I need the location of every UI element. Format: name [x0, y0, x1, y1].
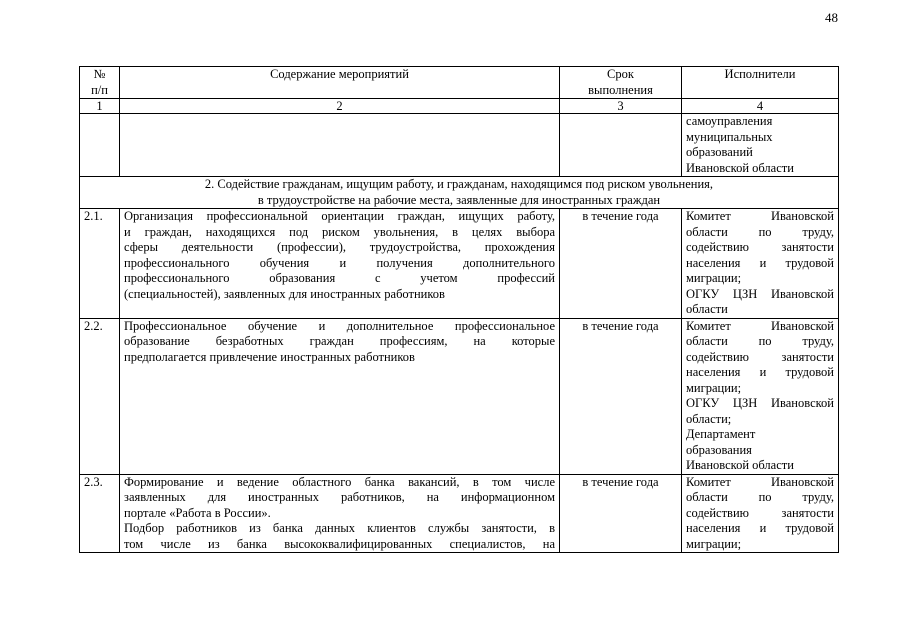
section-heading: [80, 177, 839, 209]
measures-table: [79, 66, 839, 553]
executor-line: самоуправления: [686, 114, 773, 128]
row-index: 2.2.: [80, 318, 120, 474]
header-index-line: №: [93, 67, 106, 81]
executor-line: ОГКУ ЦЗН Ивановской: [686, 286, 834, 301]
executor-line: области;: [686, 411, 732, 426]
content-line: Профессиональное обучение и дополнительное профессиональное: [124, 318, 555, 333]
content-line: Формирование и ведение областного банка вакансий, в том числе: [124, 474, 555, 489]
row-executors: [682, 474, 839, 553]
executor-line: содействию занятости: [686, 349, 834, 364]
executor-line: Ивановской области: [686, 160, 794, 175]
executor-line: ОГКУ ЦЗН Ивановской: [686, 396, 834, 410]
content-line: портале «Работа в России».: [124, 505, 271, 520]
executor-line: миграции;: [686, 271, 742, 285]
content-line: профессионального обучения и получения дополнительного: [124, 255, 555, 270]
table-header-row: [80, 67, 839, 99]
header-deadline-line: выполнения: [588, 82, 653, 97]
content-line: сферы деятельности (профессии), трудоустройства, прохождения: [124, 240, 555, 254]
row-executors: [682, 209, 839, 319]
header-deadline-line: Срок: [607, 67, 634, 81]
row-deadline: в течение года: [560, 474, 682, 553]
row-executors: [682, 318, 839, 474]
header-index: [80, 67, 120, 99]
row-deadline: в течение года: [560, 209, 682, 319]
executor-line: области по труду,: [686, 490, 834, 504]
continuation-deadline: [560, 114, 682, 177]
header-deadline: [560, 67, 682, 99]
content-line: заявленных для иностранных работников, на информационном: [124, 490, 555, 504]
executor-line: Комитет Ивановской: [686, 474, 834, 489]
column-number: 2: [120, 99, 560, 114]
continuation-executors: [682, 114, 839, 177]
row-content: [120, 318, 560, 474]
column-number: 3: [560, 99, 682, 114]
row-content: [120, 209, 560, 319]
executor-line: образований: [686, 145, 753, 159]
column-number-row: [80, 99, 839, 114]
executor-line: содействию занятости: [686, 505, 834, 520]
executor-line: области по труду,: [686, 334, 834, 348]
executor-line: миграции;: [686, 380, 742, 395]
page-number: 48: [825, 10, 838, 25]
row-index: 2.3.: [80, 474, 120, 553]
table-row: [80, 209, 839, 319]
executor-line: населения и трудовой: [686, 255, 834, 270]
table-row: [80, 474, 839, 553]
executor-line: Департамент: [686, 427, 756, 441]
executor-line: муниципальных: [686, 129, 773, 144]
table-row: [80, 318, 839, 474]
executor-line: области: [686, 302, 728, 316]
row-content: [120, 474, 560, 553]
content-line: Подбор работников из банка данных клиентов службы занятости, в: [124, 521, 555, 535]
column-number: 1: [80, 99, 120, 114]
row-index: 2.1.: [80, 209, 120, 319]
executor-line: содействию занятости: [686, 240, 834, 254]
content-line: Организация профессиональной ориентации граждан, ищущих работу,: [124, 209, 555, 223]
content-line: том числе из банка высококвалифицированных специалистов, на: [124, 536, 555, 551]
row-deadline: в течение года: [560, 318, 682, 474]
executor-line: области по труду,: [686, 224, 834, 239]
section-heading-line: 2. Содействие гражданам, ищущим работу, и гражданам, находящимся под риском увольнения,: [204, 177, 714, 191]
executor-line: миграции;: [686, 536, 742, 551]
executor-line: Комитет Ивановской: [686, 209, 834, 223]
content-line: и граждан, находящихся под риском увольнения, в целях выбора: [124, 224, 555, 239]
column-number: 4: [682, 99, 839, 114]
header-index-line: п/п: [91, 82, 108, 97]
executor-line: населения и трудовой: [686, 521, 834, 535]
continuation-content: [120, 114, 560, 177]
executor-line: Ивановской области: [686, 458, 794, 472]
header-executors: Исполнители: [682, 67, 839, 99]
content-line: предполагается привлечение иностранных работников: [124, 349, 415, 364]
section-heading-line: в трудоустройстве на рабочие места, заявленные для иностранных граждан: [257, 192, 661, 207]
content-line: (специальностей), заявленных для иностранных работников: [124, 286, 445, 301]
executor-line: Комитет Ивановской: [686, 318, 834, 333]
continuation-index: [80, 114, 120, 177]
executor-line: населения и трудовой: [686, 365, 834, 379]
content-line: профессионального образования с учетом профессий: [124, 271, 555, 285]
content-line: образование безработных граждан профессиям, на которые: [124, 334, 555, 348]
header-content: Содержание мероприятий: [120, 67, 560, 99]
section-heading-row: [80, 177, 839, 209]
executor-line: образования: [686, 442, 752, 457]
continuation-row: [80, 114, 839, 177]
